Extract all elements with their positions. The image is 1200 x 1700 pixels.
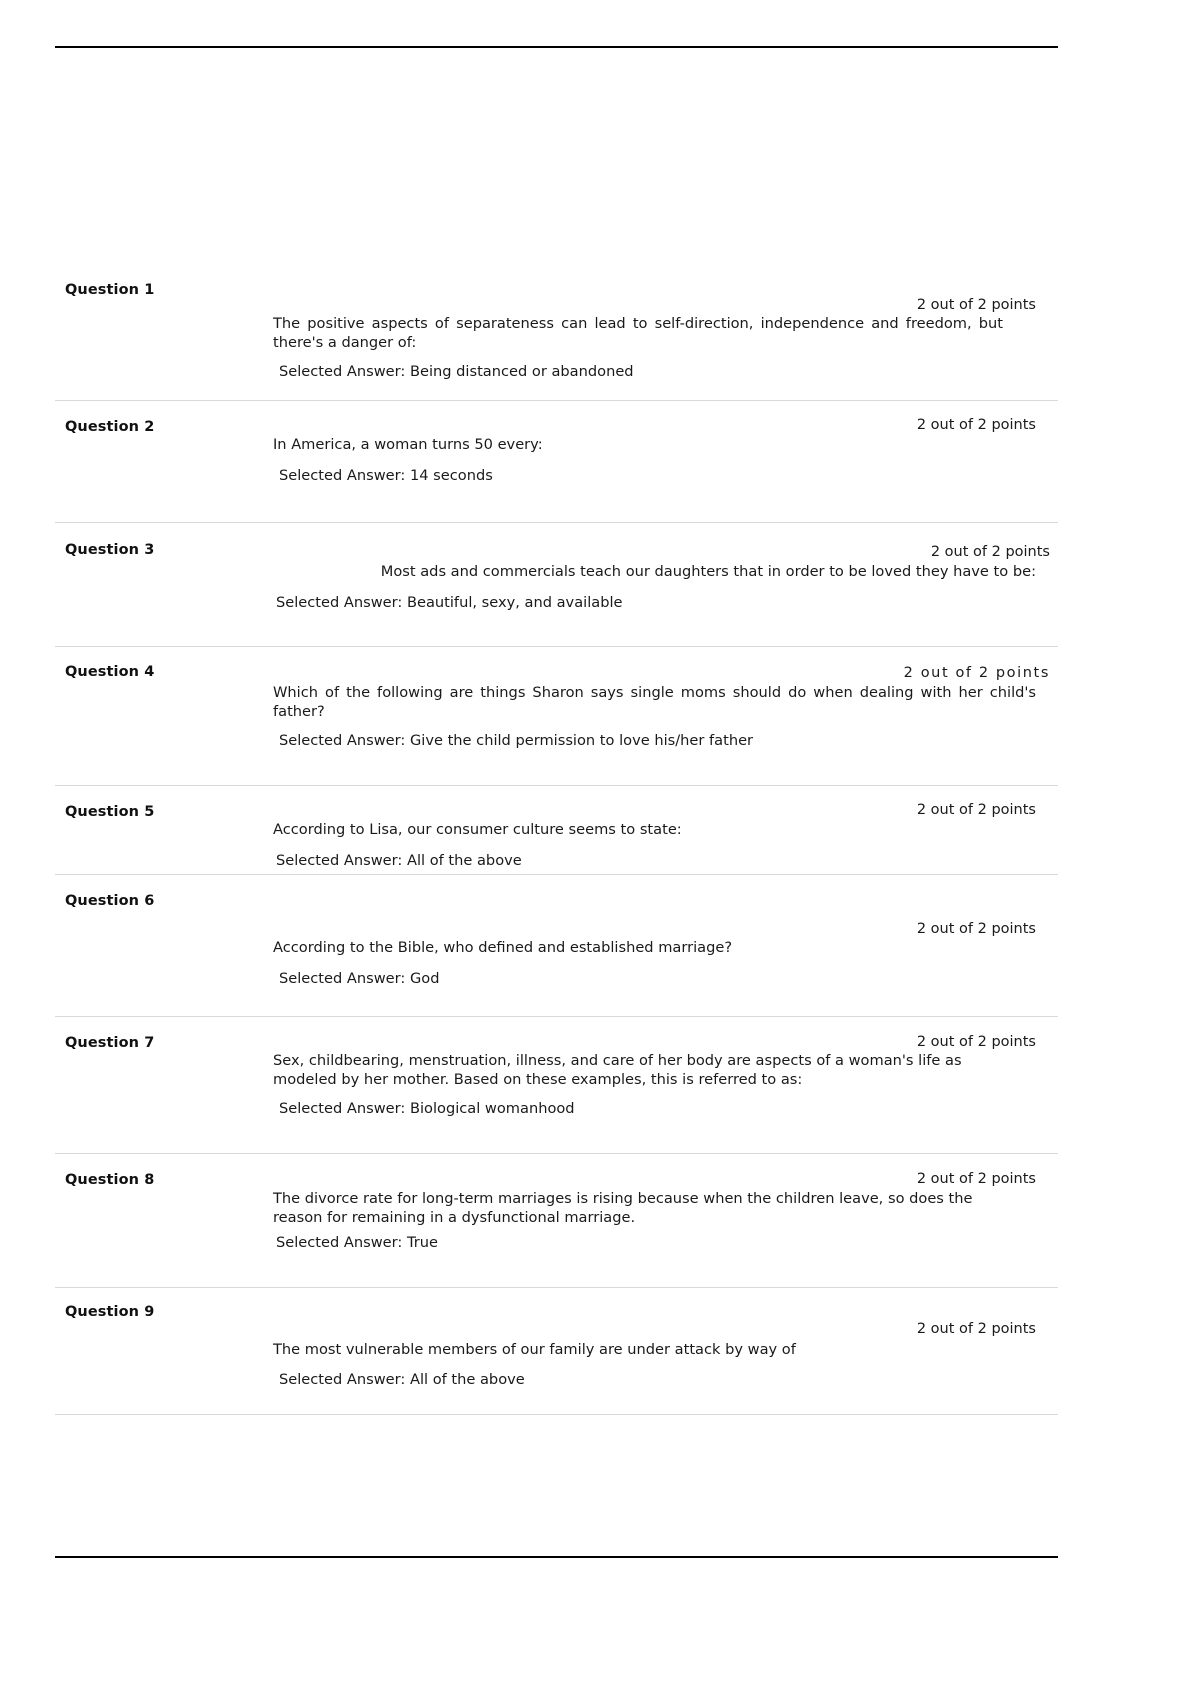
selected-answer-value: Being distanced or abandoned — [409, 363, 634, 380]
question-points: 2 out of 2 points — [916, 1171, 1036, 1187]
question-points: 2 out of 2 points — [916, 1034, 1036, 1050]
question-label: Question 1 — [65, 282, 155, 298]
question-item — [55, 1017, 1058, 1154]
question-text: The divorce rate for long-term marriages is rising because when the children leave, so does the reason for remaining in a dysfunctional marriage. — [273, 1190, 973, 1227]
question-item — [55, 401, 1058, 523]
question-text: Sex, childbearing, menstruation, illness, and care of her body are aspects of a woman's life as modeled by her mother. Based on these examples, this is referred to as: — [273, 1052, 962, 1089]
question-item — [55, 1154, 1058, 1288]
question-text: In America, a woman turns 50 every: — [273, 436, 543, 453]
selected-answer-value: 14 seconds — [409, 467, 493, 484]
question-text: According to Lisa, our consumer culture seems to state: — [273, 821, 682, 838]
selected-answer-label: Selected Answer: — [276, 594, 403, 611]
question-answer — [279, 1371, 525, 1388]
question-text: The most vulnerable members of our family are under attack by way of — [273, 1341, 796, 1358]
selected-answer-label: Selected Answer: — [279, 1100, 406, 1117]
question-list — [55, 268, 1058, 1415]
question-item — [55, 875, 1058, 1017]
question-label: Question 4 — [65, 664, 155, 680]
question-label: Question 2 — [65, 419, 155, 435]
question-answer — [276, 594, 623, 611]
question-label: Question 6 — [65, 893, 155, 909]
question-item — [55, 1288, 1058, 1415]
question-answer — [279, 467, 493, 484]
question-item — [55, 268, 1058, 401]
question-answer — [276, 852, 522, 869]
selected-answer-value: Biological womanhood — [409, 1100, 575, 1117]
selected-answer-value: True — [406, 1234, 438, 1251]
question-label: Question 5 — [65, 804, 155, 820]
question-points: 2 out of 2 points — [930, 544, 1050, 560]
question-points: 2 out of 2 points — [916, 921, 1036, 937]
header-divider — [55, 46, 1058, 48]
footer-divider — [55, 1556, 1058, 1558]
selected-answer-value: All of the above — [406, 852, 522, 869]
selected-answer-label: Selected Answer: — [279, 732, 406, 749]
question-item — [55, 523, 1058, 647]
question-points: 2 out of 2 points — [916, 1321, 1036, 1337]
question-answer — [279, 363, 634, 380]
selected-answer-label: Selected Answer: — [279, 970, 406, 987]
question-text: Most ads and commercials teach our daughters that in order to be loved they have to be: — [380, 563, 1036, 580]
question-label: Question 3 — [65, 542, 155, 558]
question-answer — [276, 1234, 438, 1251]
selected-answer-label: Selected Answer: — [279, 363, 406, 380]
question-item — [55, 786, 1058, 875]
selected-answer-label: Selected Answer: — [276, 1234, 403, 1251]
question-points: 2 out of 2 points — [903, 665, 1050, 681]
selected-answer-value: Give the child permission to love his/her father — [409, 732, 754, 749]
selected-answer-value: All of the above — [409, 1371, 525, 1388]
question-text: Which of the following are things Sharon says single moms should do when dealing with her child's father? — [273, 684, 1036, 721]
question-text: According to the Bible, who defined and established marriage? — [273, 939, 733, 956]
question-label: Question 8 — [65, 1172, 155, 1188]
question-points: 2 out of 2 points — [916, 417, 1036, 433]
question-points: 2 out of 2 points — [916, 297, 1036, 313]
question-answer — [279, 1100, 575, 1117]
question-label: Question 9 — [65, 1304, 155, 1320]
question-answer — [279, 970, 439, 987]
selected-answer-label: Selected Answer: — [276, 852, 403, 869]
question-text: The positive aspects of separateness can lead to self-direction, independence and freedom, but there's a danger of: — [273, 315, 1003, 352]
selected-answer-label: Selected Answer: — [279, 1371, 406, 1388]
question-label: Question 7 — [65, 1035, 155, 1051]
question-item — [55, 647, 1058, 786]
question-points: 2 out of 2 points — [916, 802, 1036, 818]
selected-answer-value: God — [409, 970, 440, 987]
selected-answer-label: Selected Answer: — [279, 467, 406, 484]
question-answer — [279, 732, 753, 749]
selected-answer-value: Beautiful, sexy, and available — [406, 594, 623, 611]
